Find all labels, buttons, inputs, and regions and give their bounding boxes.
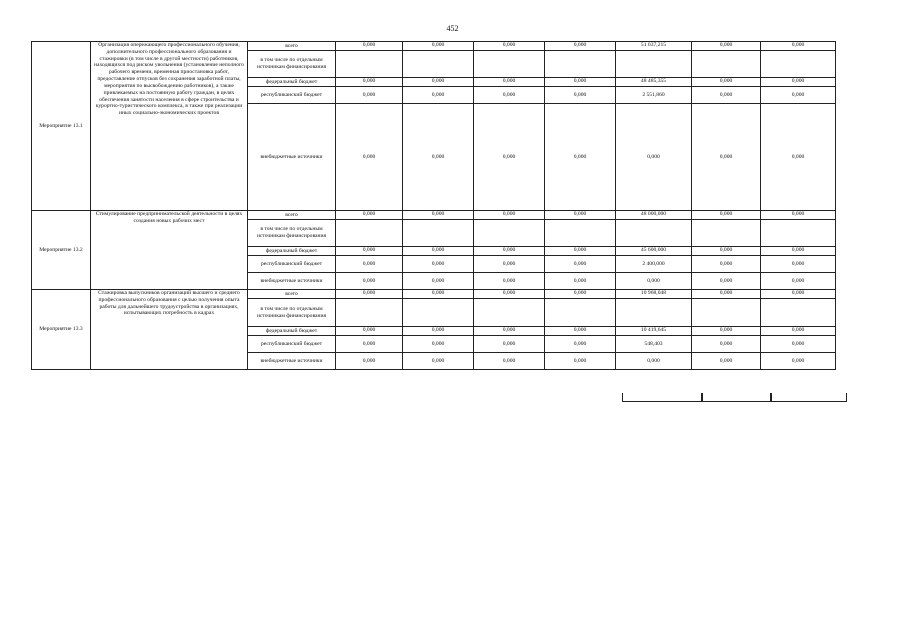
value-cell: 10 419,645 (616, 327, 692, 336)
value-cell: 0,000 (474, 78, 545, 87)
source-label-including: в том числе по отдельным источникам финансирования (248, 51, 336, 78)
source-label-offbudget: внебюджетные источники (248, 273, 336, 290)
value-cell: 0,000 (403, 336, 474, 353)
value-cell (616, 51, 692, 78)
value-cell: 0,000 (761, 256, 836, 273)
value-cell: 0,000 (761, 42, 836, 51)
page-number: 452 (446, 24, 459, 33)
value-cell: 0,000 (336, 211, 403, 220)
value-cell (403, 220, 474, 247)
value-cell: 0,000 (692, 78, 761, 87)
value-cell: 0,000 (692, 273, 761, 290)
activity-description: Организация опережающего профессионального обучения, дополнительного профессионального образования и стажировки (в том числе в другой местности) работников, находящихся под риском увольнения (установление неполного рабочего времени, временная приостановка работ, предоставление отпусков без сохранения заработной платы, мероприятия по высвобождению работников), а также привлекаемых на постоянную работу граждан, в целях обеспечения занятости населения в сфере строительства и курортно-туристического комплекса, в также при реализации иных социально-экономических проектов (91, 42, 248, 211)
source-label-total: всего (248, 42, 336, 51)
table-row (32, 42, 836, 51)
value-cell: 48 485,355 (616, 78, 692, 87)
source-label-federal: федеральный бюджет (248, 78, 336, 87)
value-cell (403, 51, 474, 78)
source-label-offbudget: внебюджетные источники (248, 353, 336, 370)
source-label-federal: федеральный бюджет (248, 327, 336, 336)
value-cell: 0,000 (474, 353, 545, 370)
source-label-republic: республиканский бюджет (248, 87, 336, 104)
value-cell (692, 299, 761, 327)
empty-cell (622, 393, 703, 402)
value-cell: 0,000 (336, 327, 403, 336)
value-cell: 0,000 (403, 273, 474, 290)
value-cell: 0,000 (474, 290, 545, 299)
value-cell: 0,000 (761, 327, 836, 336)
value-cell: 0,000 (474, 327, 545, 336)
empty-cell (770, 393, 847, 402)
value-cell: 0,000 (692, 256, 761, 273)
value-cell (761, 220, 836, 247)
value-cell: 0,000 (474, 42, 545, 51)
value-cell: 0,000 (761, 273, 836, 290)
empty-cell (701, 393, 772, 402)
value-cell: 0,000 (761, 78, 836, 87)
value-cell: 0,000 (474, 336, 545, 353)
source-label-offbudget: внебюджетные источники (248, 104, 336, 211)
value-cell: 0,000 (692, 327, 761, 336)
value-cell (761, 299, 836, 327)
value-cell (474, 220, 545, 247)
value-cell (692, 51, 761, 78)
value-cell: 0,000 (692, 247, 761, 256)
value-cell: 0,000 (692, 211, 761, 220)
value-cell: 0,000 (545, 78, 616, 87)
activity-name: Мероприятие 13.1 (32, 42, 91, 211)
value-cell: 0,000 (403, 256, 474, 273)
value-cell: 0,000 (545, 336, 616, 353)
table-row (32, 211, 836, 220)
value-cell: 51 037,215 (616, 42, 692, 51)
value-cell: 0,000 (545, 290, 616, 299)
value-cell (761, 51, 836, 78)
value-cell: 0,000 (545, 104, 616, 211)
value-cell: 0,000 (761, 104, 836, 211)
value-cell: 0,000 (403, 247, 474, 256)
value-cell: 0,000 (336, 104, 403, 211)
value-cell: 0,000 (474, 87, 545, 104)
value-cell (474, 299, 545, 327)
value-cell: 0,000 (545, 256, 616, 273)
source-label-including: в том числе по отдельным источникам финансирования (248, 220, 336, 247)
value-cell: 2 551,860 (616, 87, 692, 104)
value-cell: 0,000 (403, 78, 474, 87)
value-cell: 0,000 (545, 353, 616, 370)
value-cell: 0,000 (545, 327, 616, 336)
value-cell: 0,000 (761, 87, 836, 104)
budget-table (31, 41, 836, 370)
value-cell: 0,000 (474, 247, 545, 256)
value-cell (336, 299, 403, 327)
value-cell: 0,000 (545, 273, 616, 290)
value-cell: 0,000 (474, 256, 545, 273)
value-cell (474, 51, 545, 78)
value-cell (692, 220, 761, 247)
value-cell: 0,000 (692, 42, 761, 51)
value-cell: 0,000 (336, 290, 403, 299)
value-cell: 45 600,000 (616, 247, 692, 256)
value-cell: 0,000 (336, 336, 403, 353)
value-cell: 0,000 (761, 247, 836, 256)
value-cell: 0,000 (616, 353, 692, 370)
value-cell (545, 220, 616, 247)
value-cell: 0,000 (336, 87, 403, 104)
value-cell: 0,000 (403, 290, 474, 299)
value-cell: 0,000 (761, 353, 836, 370)
value-cell: 0,000 (616, 104, 692, 211)
value-cell: 0,000 (692, 290, 761, 299)
value-cell: 0,000 (761, 336, 836, 353)
value-cell: 0,000 (336, 256, 403, 273)
value-cell (616, 220, 692, 247)
value-cell: 0,000 (336, 78, 403, 87)
value-cell: 0,000 (403, 42, 474, 51)
value-cell: 0,000 (403, 87, 474, 104)
value-cell (545, 51, 616, 78)
value-cell: 0,000 (474, 273, 545, 290)
value-cell (545, 299, 616, 327)
value-cell (403, 299, 474, 327)
value-cell: 0,000 (545, 42, 616, 51)
value-cell: 0,000 (336, 273, 403, 290)
source-label-republic: республиканский бюджет (248, 256, 336, 273)
value-cell: 0,000 (761, 290, 836, 299)
value-cell: 0,000 (545, 247, 616, 256)
value-cell (336, 51, 403, 78)
table-row (32, 290, 836, 299)
activity-description: Стимулирование предпринимательской деятельности в целях создания новых рабочих мест (91, 211, 248, 290)
value-cell: 0,000 (474, 211, 545, 220)
value-cell (616, 299, 692, 327)
value-cell: 0,000 (403, 327, 474, 336)
value-cell: 0,000 (336, 353, 403, 370)
value-cell: 0,000 (336, 247, 403, 256)
value-cell: 0,000 (692, 87, 761, 104)
value-cell: 0,000 (403, 211, 474, 220)
value-cell: 0,000 (616, 273, 692, 290)
value-cell: 0,000 (692, 104, 761, 211)
value-cell: 0,000 (761, 211, 836, 220)
value-cell: 10 968,048 (616, 290, 692, 299)
value-cell: 548,403 (616, 336, 692, 353)
activity-name: Мероприятие 13.2 (32, 211, 91, 290)
value-cell: 0,000 (692, 353, 761, 370)
activity-description: Стажировка выпускников организаций высшего и среднего профессионального образования с целью получения опыта работы для дальнейшего трудоустройства в организациях, испытывающих потребность в кадрах (91, 290, 248, 370)
source-label-total: всего (248, 211, 336, 220)
value-cell: 0,000 (336, 42, 403, 51)
source-label-republic: республиканский бюджет (248, 336, 336, 353)
value-cell: 0,000 (403, 353, 474, 370)
value-cell: 0,000 (545, 211, 616, 220)
activity-name: Мероприятие 13.3 (32, 290, 91, 370)
source-label-including: в том числе по отдельным источникам финансирования (248, 299, 336, 327)
value-cell (336, 220, 403, 247)
value-cell: 2 400,000 (616, 256, 692, 273)
value-cell: 48 000,000 (616, 211, 692, 220)
value-cell: 0,000 (474, 104, 545, 211)
value-cell: 0,000 (403, 104, 474, 211)
value-cell: 0,000 (545, 87, 616, 104)
value-cell: 0,000 (692, 336, 761, 353)
source-label-federal: федеральный бюджет (248, 247, 336, 256)
source-label-total: всего (248, 290, 336, 299)
